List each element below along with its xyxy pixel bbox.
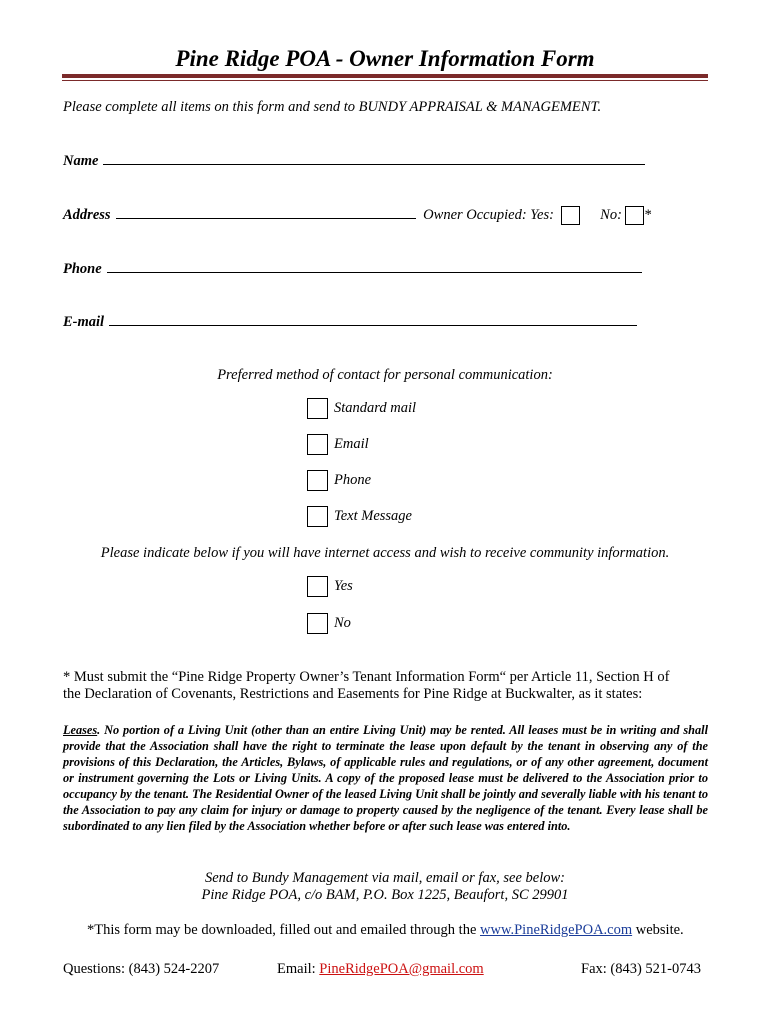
website-suffix: website. bbox=[635, 922, 684, 938]
tenant-note bbox=[63, 669, 711, 703]
contact-standard-mail-checkbox[interactable] bbox=[307, 398, 328, 419]
internet-question: Please indicate below if you will have internet access and wish to receive community information. bbox=[100, 545, 670, 561]
owner-occupied-label: Owner Occupied: bbox=[423, 207, 527, 223]
website-link[interactable]: www.PineRidgePOA.com bbox=[480, 922, 633, 938]
owner-occupied-yes-checkbox[interactable] bbox=[561, 206, 580, 225]
contact-question: Preferred method of contact for personal communication: bbox=[217, 367, 553, 383]
email-row bbox=[63, 313, 637, 331]
page-title: Pine Ridge POA - Owner Information Form bbox=[175, 46, 595, 71]
email-label: E-mail bbox=[63, 314, 105, 330]
name-row bbox=[63, 152, 645, 170]
internet-option-yes[interactable] bbox=[307, 576, 353, 597]
name-label: Name bbox=[63, 153, 99, 169]
contact-text-message-checkbox[interactable] bbox=[307, 506, 328, 527]
footer-questions: Questions: (843) 524-2207 bbox=[63, 961, 220, 977]
contact-standard-mail-label: Standard mail bbox=[334, 400, 417, 416]
internet-no-checkbox[interactable] bbox=[307, 613, 328, 634]
lease-paragraph bbox=[63, 722, 708, 834]
contact-phone-label: Phone bbox=[334, 472, 372, 488]
footer-email-label: Email: bbox=[277, 961, 316, 977]
contact-option-text-message[interactable] bbox=[307, 506, 412, 527]
footer-fax: Fax: (843) 521-0743 bbox=[581, 961, 702, 977]
send-instructions bbox=[0, 870, 770, 904]
phone-row bbox=[63, 260, 642, 278]
internet-option-no[interactable] bbox=[307, 613, 351, 634]
phone-field[interactable] bbox=[107, 260, 642, 273]
footer-email-link[interactable]: PineRidgePOA@gmail.com bbox=[319, 961, 484, 977]
contact-option-phone[interactable] bbox=[307, 470, 371, 491]
contact-option-email[interactable] bbox=[307, 434, 369, 455]
internet-yes-checkbox[interactable] bbox=[307, 576, 328, 597]
title-rule-thin bbox=[62, 80, 708, 81]
send-line-1: Send to Bundy Management via mail, email or fax, see below: bbox=[204, 870, 565, 886]
footer-email bbox=[277, 961, 484, 978]
internet-yes-label: Yes bbox=[334, 578, 353, 594]
owner-occupied-asterisk: * bbox=[643, 207, 652, 223]
website-line bbox=[87, 922, 684, 939]
contact-email-label: Email bbox=[334, 436, 369, 452]
email-field[interactable] bbox=[109, 313, 637, 326]
address-field[interactable] bbox=[116, 206, 416, 219]
website-prefix: *This form may be downloaded, filled out and emailed through the bbox=[87, 922, 477, 938]
contact-option-standard-mail[interactable] bbox=[307, 398, 416, 419]
internet-no-label: No bbox=[334, 615, 351, 631]
phone-label: Phone bbox=[63, 261, 102, 277]
title-rule-thick bbox=[62, 74, 708, 78]
address-row bbox=[63, 206, 651, 225]
lease-text: . No portion of a Living Unit (other than an entire Living Unit) may be rented. All leases must be in writing and shall provide that the Association shall have the right to terminate the lease upon default by the tenant in observing any of the provisions of this Declaration, the Articles, Bylaws, of applicable rules and regulations, or of any other agreement, document or instrument governing the Lots or Living Units. A copy of the proposed lease must be delivered to the Association prior to occupancy by the tenant. The Residential Owner of the leased Living Unit shall be jointly and severally liable with his tenant to the Association to pay any claim for injury or damage to property caused by the negligence of the tenant. Every lease shall be subordinated to any lien filed by the Association whether before or after such lease was entered into. bbox=[63, 723, 708, 833]
owner-occupied-yes-label: Yes: bbox=[530, 207, 554, 223]
contact-text-message-label: Text Message bbox=[334, 508, 412, 524]
send-line-2: Pine Ridge POA, c/o BAM, P.O. Box 1225, Beaufort, SC 29901 bbox=[201, 887, 569, 903]
tenant-note-line-2: the Declaration of Covenants, Restrictions and Easements for Pine Ridge at Buckwalter, as it states: bbox=[63, 686, 643, 702]
intro-text: Please complete all items on this form and send to BUNDY APPRAISAL & MANAGEMENT. bbox=[63, 99, 602, 115]
address-label: Address bbox=[63, 207, 111, 223]
owner-occupied-no-checkbox[interactable] bbox=[625, 206, 644, 225]
name-field[interactable] bbox=[103, 152, 645, 165]
tenant-note-line-1: * Must submit the “Pine Ridge Property Owner’s Tenant Information Form“ per Article 11, Section H of bbox=[63, 669, 670, 685]
lease-heading: Leases bbox=[63, 723, 98, 737]
owner-occupied-no-label: No: bbox=[600, 207, 622, 223]
contact-email-checkbox[interactable] bbox=[307, 434, 328, 455]
contact-phone-checkbox[interactable] bbox=[307, 470, 328, 491]
